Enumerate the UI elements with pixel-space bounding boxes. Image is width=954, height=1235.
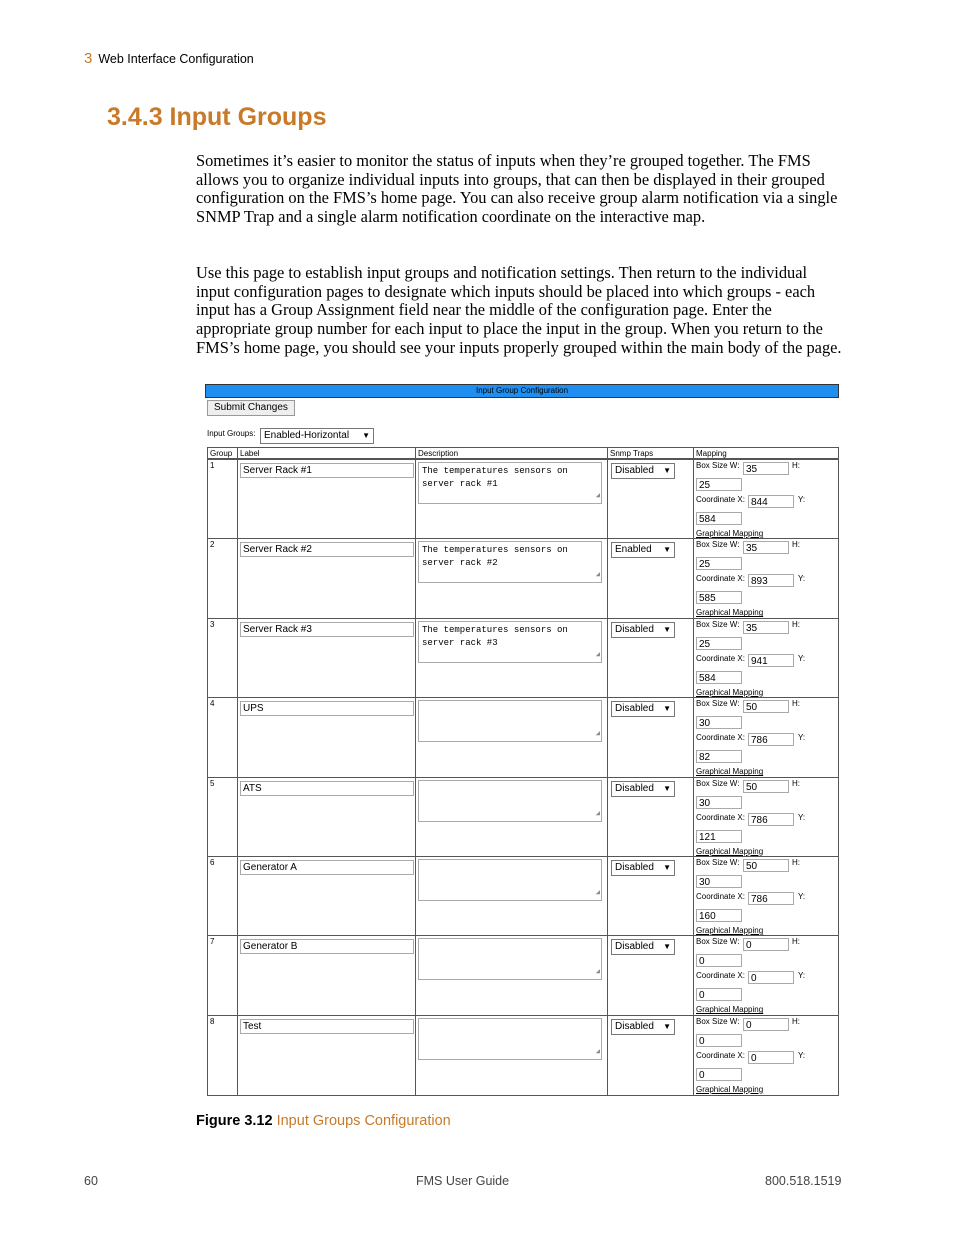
coordinate-y-input[interactable]: 0	[696, 988, 742, 1001]
box-width-input[interactable]: 0	[743, 938, 789, 951]
snmp-traps-select[interactable]	[611, 463, 675, 479]
snmp-traps-value: Disabled	[615, 1020, 654, 1032]
footer-phone: 800.518.1519	[765, 1174, 842, 1188]
description-textarea[interactable]	[418, 462, 602, 504]
description-textarea[interactable]	[418, 859, 602, 901]
box-height-input[interactable]: 25	[696, 557, 742, 570]
dropdown-arrow-icon: ▼	[663, 624, 671, 634]
snmp-traps-select[interactable]	[611, 622, 675, 638]
coordinate-y-input[interactable]: 584	[696, 671, 742, 684]
box-height-input[interactable]: 30	[696, 875, 742, 888]
table-row	[208, 777, 838, 857]
box-size-h-label: H:	[792, 1016, 800, 1026]
snmp-traps-value: Disabled	[615, 862, 654, 873]
graphical-mapping-link[interactable]: Graphical Mapping	[696, 608, 764, 618]
resize-grip-icon[interactable]: ◢	[595, 889, 600, 897]
paragraph-usage: Use this page to establish input groups and notification settings. Then return to the individual input configuration pages to designate which inputs should be placed into which groups - each input has a Group Assignment field near the middle of the configuration page. Enter the appropriate group number for each input to place the input in the group. When you return to the FMS’s home page, you should see your inputs properly grouped within the main body of the page.	[196, 263, 842, 357]
table-row	[208, 935, 838, 1015]
label-input[interactable]: Generator A	[240, 860, 414, 875]
resize-grip-icon[interactable]: ◢	[595, 571, 600, 580]
box-height-input[interactable]: 25	[696, 478, 742, 491]
coordinate-y-input[interactable]: 160	[696, 909, 742, 922]
box-size-w-label: Box Size W:	[696, 937, 740, 947]
coordinate-y-input[interactable]: 0	[696, 1068, 742, 1081]
group-number: 3	[210, 619, 215, 629]
coordinate-y-input[interactable]: 584	[696, 512, 742, 525]
table-row	[208, 1015, 838, 1095]
box-size-h-label: H:	[792, 937, 800, 947]
footer-page-number: 60	[84, 1174, 98, 1188]
box-size-w-label: Box Size W:	[696, 540, 740, 550]
section-title: 3.4.3 Input Groups	[107, 103, 327, 131]
group-number: 1	[210, 461, 215, 470]
coordinate-x-label: Coordinate X:	[696, 971, 745, 981]
coordinate-y-input[interactable]: 585	[696, 591, 742, 604]
input-group-config-screenshot	[205, 384, 839, 1096]
coordinate-y-input[interactable]: 121	[696, 830, 742, 843]
box-size-h-label: H:	[792, 858, 800, 867]
dropdown-arrow-icon: ▼	[663, 783, 671, 793]
resize-grip-icon[interactable]: ◢	[595, 809, 600, 818]
snmp-traps-select[interactable]	[611, 781, 675, 797]
snmp-traps-select[interactable]	[611, 701, 675, 717]
table-row	[208, 538, 838, 618]
box-width-input[interactable]: 50	[743, 780, 789, 793]
paragraph-intro: Sometimes it’s easier to monitor the status of inputs when they’re grouped together. The FMS allows you to organize individual inputs into groups, that can then be displayed in their grouped configuration on the FMS’s home page. You can also receive group alarm notification via a single SNMP Trap and a single alarm notification coordinate on the interactive map.	[196, 151, 838, 227]
box-size-h-label: H:	[792, 461, 800, 470]
box-width-input[interactable]: 50	[743, 859, 789, 872]
group-number: 8	[210, 1016, 215, 1026]
box-width-input[interactable]: 50	[743, 700, 789, 713]
box-height-input[interactable]: 25	[696, 637, 742, 650]
coordinate-x-input[interactable]: 844	[748, 495, 794, 508]
figure-number: Figure 3.12	[196, 1113, 273, 1129]
input-groups-value: Enabled-Horizontal	[264, 430, 350, 441]
graphical-mapping-link[interactable]: Graphical Mapping	[696, 926, 764, 935]
box-size-h-label: H:	[792, 778, 800, 788]
header-description: Description	[416, 448, 608, 459]
dropdown-arrow-icon: ▼	[663, 863, 671, 872]
box-size-h-label: H:	[792, 619, 800, 629]
dropdown-arrow-icon: ▼	[663, 942, 671, 952]
footer-title: FMS User Guide	[416, 1174, 510, 1188]
table-row	[208, 618, 838, 698]
figure-title: Input Groups Configuration	[276, 1113, 451, 1129]
description-textarea[interactable]	[418, 1018, 602, 1060]
label-input[interactable]: Server Rack #1	[240, 463, 414, 478]
figure-caption	[196, 1113, 451, 1129]
submit-changes-button[interactable]: Submit Changes	[207, 400, 295, 416]
box-width-input[interactable]: 35	[743, 541, 789, 554]
box-size-w-label: Box Size W:	[696, 699, 740, 709]
snmp-traps-value: Disabled	[615, 941, 654, 953]
coordinate-x-label: Coordinate X:	[696, 1050, 745, 1060]
header-snmp-traps: Snmp Traps	[608, 448, 694, 459]
description-text: The temperatures sensors on server rack #3	[422, 624, 568, 648]
coordinate-x-input[interactable]: 893	[748, 574, 794, 587]
coordinate-x-label: Coordinate X:	[696, 892, 745, 901]
label-input[interactable]: Test	[240, 1019, 414, 1034]
box-height-input[interactable]: 0	[696, 954, 742, 967]
label-input[interactable]: ATS	[240, 781, 414, 796]
snmp-traps-value: Disabled	[615, 465, 654, 476]
snmp-traps-value: Enabled	[615, 544, 652, 556]
input-groups-label: Input Groups:	[207, 429, 256, 438]
snmp-traps-value: Disabled	[615, 782, 654, 794]
group-number: 5	[210, 778, 215, 788]
label-input[interactable]: Generator B	[240, 939, 414, 954]
coordinate-x-input[interactable]: 0	[748, 1051, 794, 1064]
coordinate-x-label: Coordinate X:	[696, 812, 745, 822]
header-label: Label	[238, 448, 416, 459]
box-width-input[interactable]: 35	[743, 621, 789, 634]
resize-grip-icon[interactable]: ◢	[595, 492, 600, 500]
table-row	[208, 856, 838, 936]
snmp-traps-select[interactable]	[611, 1019, 675, 1035]
description-text: The temperatures sensors on server rack #1	[422, 466, 568, 489]
coordinate-x-input[interactable]: 786	[748, 733, 794, 746]
resize-grip-icon[interactable]: ◢	[595, 650, 600, 659]
coordinate-x-label: Coordinate X:	[696, 495, 745, 504]
coordinate-x-input[interactable]: 941	[748, 654, 794, 667]
description-textarea[interactable]	[418, 780, 602, 822]
coordinate-y-label: Y:	[798, 812, 806, 822]
header-mapping: Mapping	[694, 448, 838, 459]
box-size-w-label: Box Size W:	[696, 778, 740, 788]
coordinate-x-input[interactable]: 0	[748, 971, 794, 984]
snmp-traps-select[interactable]	[611, 939, 675, 955]
group-number: 2	[210, 540, 215, 550]
description-text: The temperatures sensors on server rack #2	[422, 545, 568, 569]
description-textarea[interactable]	[418, 621, 602, 663]
coordinate-x-label: Coordinate X:	[696, 733, 745, 743]
dropdown-arrow-icon: ▼	[663, 466, 671, 475]
resize-grip-icon[interactable]: ◢	[595, 968, 600, 977]
input-groups-table	[207, 447, 839, 1096]
snmp-traps-select[interactable]	[611, 542, 675, 558]
input-groups-select[interactable]	[260, 428, 374, 444]
snmp-traps-select[interactable]	[611, 860, 675, 876]
coordinate-y-label: Y:	[798, 495, 806, 504]
description-textarea[interactable]	[418, 700, 602, 742]
box-size-w-label: Box Size W:	[696, 461, 740, 470]
label-input[interactable]: Server Rack #2	[240, 542, 414, 557]
table-row	[208, 459, 838, 539]
box-size-w-label: Box Size W:	[696, 619, 740, 629]
group-number: 4	[210, 699, 215, 709]
coordinate-x-label: Coordinate X:	[696, 574, 745, 584]
box-height-input[interactable]: 0	[696, 1034, 742, 1047]
table-row	[208, 697, 838, 777]
box-height-input[interactable]: 30	[696, 796, 742, 809]
dropdown-arrow-icon: ▼	[663, 1021, 671, 1031]
coordinate-y-label: Y:	[798, 971, 806, 981]
coordinate-x-input[interactable]: 786	[748, 892, 794, 905]
running-header	[84, 50, 254, 67]
box-size-w-label: Box Size W:	[696, 1016, 740, 1026]
group-number: 7	[210, 937, 215, 947]
header-group: Group	[208, 448, 238, 459]
snmp-traps-value: Disabled	[615, 703, 654, 715]
coordinate-y-label: Y:	[798, 892, 806, 901]
coordinate-x-input[interactable]: 786	[748, 813, 794, 826]
box-width-input[interactable]: 35	[743, 462, 789, 475]
graphical-mapping-link[interactable]: Graphical Mapping	[696, 767, 764, 777]
coordinate-y-label: Y:	[798, 1050, 806, 1060]
description-textarea[interactable]	[418, 541, 602, 583]
label-input[interactable]: UPS	[240, 701, 414, 716]
box-width-input[interactable]: 0	[743, 1018, 789, 1031]
coordinate-y-label: Y:	[798, 574, 806, 584]
box-size-h-label: H:	[792, 699, 800, 709]
box-size-w-label: Box Size W:	[696, 858, 740, 867]
config-banner: Input Group Configuration	[205, 384, 839, 398]
dropdown-arrow-icon: ▼	[362, 431, 370, 440]
snmp-traps-value: Disabled	[615, 623, 654, 635]
chapter-title: Web Interface Configuration	[98, 52, 254, 66]
group-number: 6	[210, 858, 215, 867]
box-height-input[interactable]: 30	[696, 716, 742, 729]
coordinate-y-label: Y:	[798, 653, 806, 663]
chapter-number: 3	[84, 50, 93, 67]
dropdown-arrow-icon: ▼	[663, 704, 671, 714]
coordinate-x-label: Coordinate X:	[696, 653, 745, 663]
graphical-mapping-link[interactable]: Graphical Mapping	[696, 529, 764, 538]
resize-grip-icon[interactable]: ◢	[595, 1047, 600, 1056]
coordinate-y-input[interactable]: 82	[696, 750, 742, 763]
label-input[interactable]: Server Rack #3	[240, 622, 414, 637]
box-size-h-label: H:	[792, 540, 800, 550]
coordinate-y-label: Y:	[798, 733, 806, 743]
dropdown-arrow-icon: ▼	[663, 545, 671, 555]
graphical-mapping-link[interactable]: Graphical Mapping	[696, 1084, 764, 1094]
graphical-mapping-link[interactable]: Graphical Mapping	[696, 1005, 764, 1015]
graphical-mapping-link[interactable]: Graphical Mapping	[696, 687, 764, 697]
graphical-mapping-link[interactable]: Graphical Mapping	[696, 846, 764, 856]
resize-grip-icon[interactable]: ◢	[595, 730, 600, 739]
description-textarea[interactable]	[418, 938, 602, 980]
